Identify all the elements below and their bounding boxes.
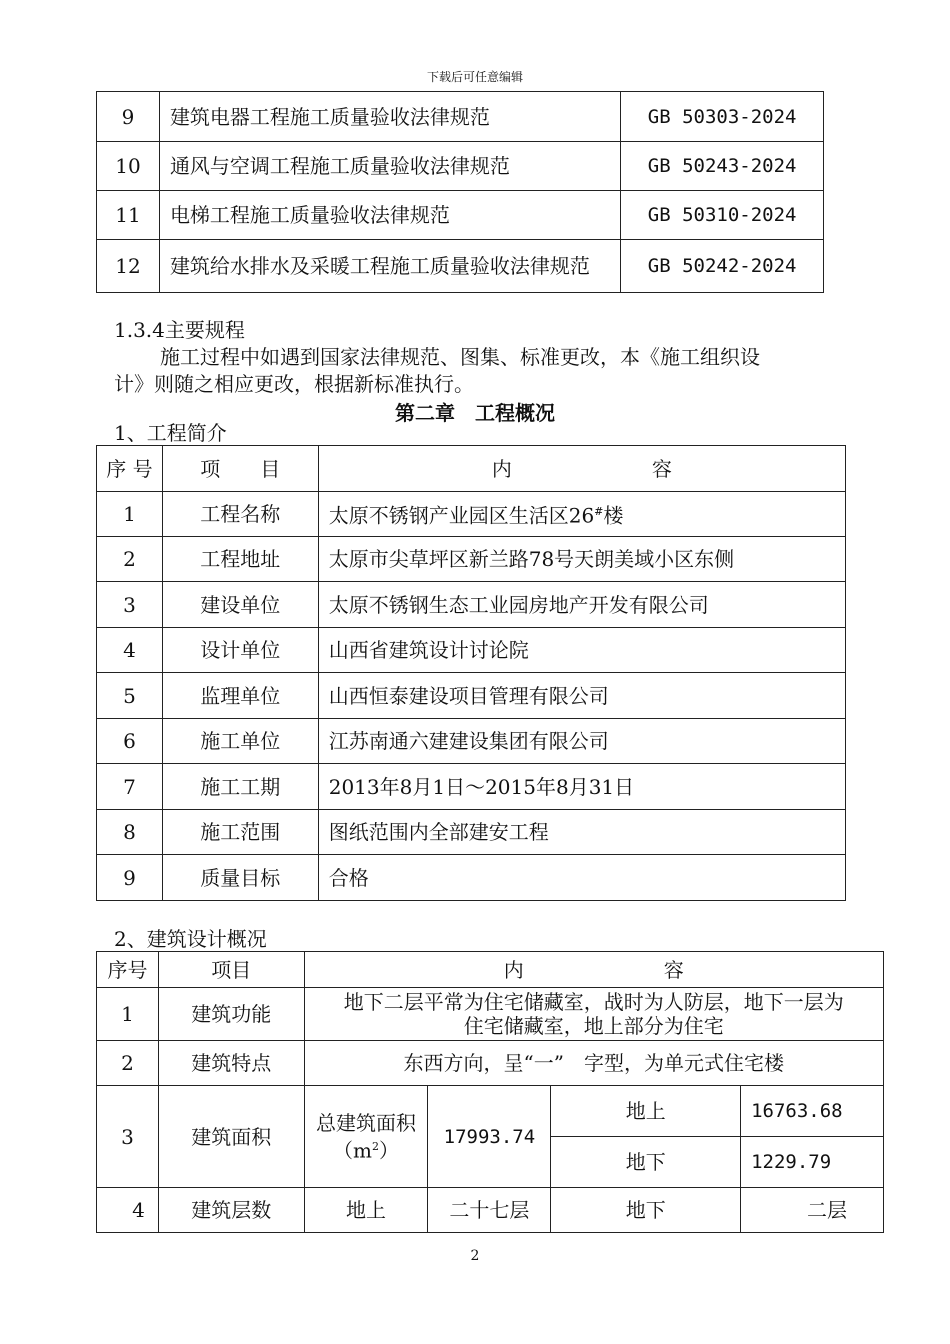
above-ground-label: 地上 [304,1188,428,1233]
total-area: 17993.74 [428,1086,551,1188]
table-row [97,92,824,142]
standard-code: GB 50243-2024 [621,142,824,191]
standard-code: GB 50242-2024 [621,240,824,293]
row-item: 建筑面积 [158,1086,304,1188]
row-content: 东西方向，呈“一” 字型，为单元式住宅楼 [304,1041,883,1086]
standards-table [96,91,824,293]
chapter-title: 第二章 工程概况 [395,401,555,425]
section-heading: 1.3.4主要规程 [114,318,245,342]
row-content: 合格 [318,855,845,901]
table-header-row [97,446,846,492]
row-item: 建筑功能 [158,988,304,1041]
standard-code: GB 50310-2024 [621,191,824,240]
standard-name: 建筑电器工程施工质量验收法律规范 [159,92,620,142]
row-item: 建筑特点 [158,1041,304,1086]
table-row [97,1086,884,1137]
function-line: 地下二层平常为住宅储藏室，战时为人防层，地下一层为 [343,990,844,1014]
standard-name: 建筑给水排水及采暖工程施工质量验收法律规范 [159,240,620,293]
above-ground-label: 地上 [551,1086,741,1137]
column-header-no: 序号 [97,952,159,988]
row-item: 建设单位 [162,582,318,628]
row-number: 9 [97,855,163,901]
row-number: 7 [97,764,163,810]
below-ground-floors: 二层 [741,1188,884,1233]
row-number: 4 [97,1188,159,1233]
row-content: 太原市尖草坪区新兰路78号天朗美域小区东侧 [318,537,845,582]
row-content [304,988,883,1041]
row-number: 1 [97,492,163,537]
page-header-note: 下载后可任意编辑 [426,70,523,84]
area-label-line: 总建筑面积 [316,1110,416,1135]
row-number: 5 [97,673,163,719]
design-heading: 2、建筑设计概况 [114,927,267,951]
table-row [97,810,846,855]
row-item: 施工范围 [162,810,318,855]
column-header-item: 项 目 [162,446,318,492]
row-number: 9 [97,92,160,142]
row-number: 11 [97,191,160,240]
column-header-no: 序 号 [97,446,163,492]
table-row [97,673,846,719]
overview-table [96,445,846,901]
above-ground-area: 16763.68 [741,1086,884,1137]
overview-heading: 1、工程简介 [114,421,227,445]
row-content: 山西省建筑设计讨论院 [318,628,845,673]
row-item: 工程地址 [162,537,318,582]
column-header-item: 项目 [158,952,304,988]
paragraph-line: 施工过程中如遇到国家法律规范、图集、标准更改，本《施工组织设 [160,345,760,369]
row-number: 6 [97,719,163,764]
standard-name: 电梯工程施工质量验收法律规范 [159,191,620,240]
row-number: 4 [97,628,163,673]
table-row [97,191,824,240]
row-item: 监理单位 [162,673,318,719]
row-number: 2 [97,1041,159,1086]
table-row [97,719,846,764]
area-unit: $(m^2)$ [333,1138,399,1163]
row-item: 设计单位 [162,628,318,673]
area-label [304,1086,428,1188]
below-ground-label: 地下 [551,1188,741,1233]
function-line: 住宅储藏室，地上部分为住宅 [463,1014,724,1038]
project-name-tail: 楼 [603,503,624,528]
table-row [97,240,824,293]
row-item: 建筑层数 [158,1188,304,1233]
table-header-row [97,952,884,988]
row-item: 施工工期 [162,764,318,810]
row-content: 江苏南通六建建设集团有限公司 [318,719,845,764]
standard-code: GB 50303-2024 [621,92,824,142]
table-row [97,142,824,191]
row-item: 质量目标 [162,855,318,901]
below-ground-label: 地下 [551,1137,741,1188]
table-row [97,628,846,673]
page-number: 2 [470,1248,480,1264]
table-row [97,582,846,628]
row-number: 8 [97,810,163,855]
standard-name: 通风与空调工程施工质量验收法律规范 [159,142,620,191]
row-content: 图纸范围内全部建安工程 [318,810,845,855]
row-item: 工程名称 [162,492,318,537]
row-number: 10 [97,142,160,191]
row-content [318,492,845,537]
row-number: 2 [97,537,163,582]
row-item: 施工单位 [162,719,318,764]
row-number: 3 [97,582,163,628]
building-mark: # [594,505,604,519]
row-content: 山西恒泰建设项目管理有限公司 [318,673,845,719]
table-row [97,1188,884,1233]
design-table [96,951,884,1233]
below-ground-area: 1229.79 [741,1137,884,1188]
row-content: 太原不锈钢生态工业园房地产开发有限公司 [318,582,845,628]
table-row [97,492,846,537]
table-row [97,988,884,1041]
row-content: 2013年8月1日～2015年8月31日 [318,764,845,810]
table-row [97,855,846,901]
paragraph-line: 计》则随之相应更改，根据新标准执行。 [114,372,474,396]
table-row [97,764,846,810]
row-number: 3 [97,1086,159,1188]
column-header-content: 内 容 [318,446,845,492]
row-number: 12 [97,240,160,293]
project-name: 太原不锈钢产业园区生活区26 [328,503,595,528]
column-header-content: 内 容 [304,952,883,988]
row-number: 1 [97,988,159,1041]
table-row [97,1041,884,1086]
above-ground-floors: 二十七层 [428,1188,551,1233]
table-row [97,537,846,582]
